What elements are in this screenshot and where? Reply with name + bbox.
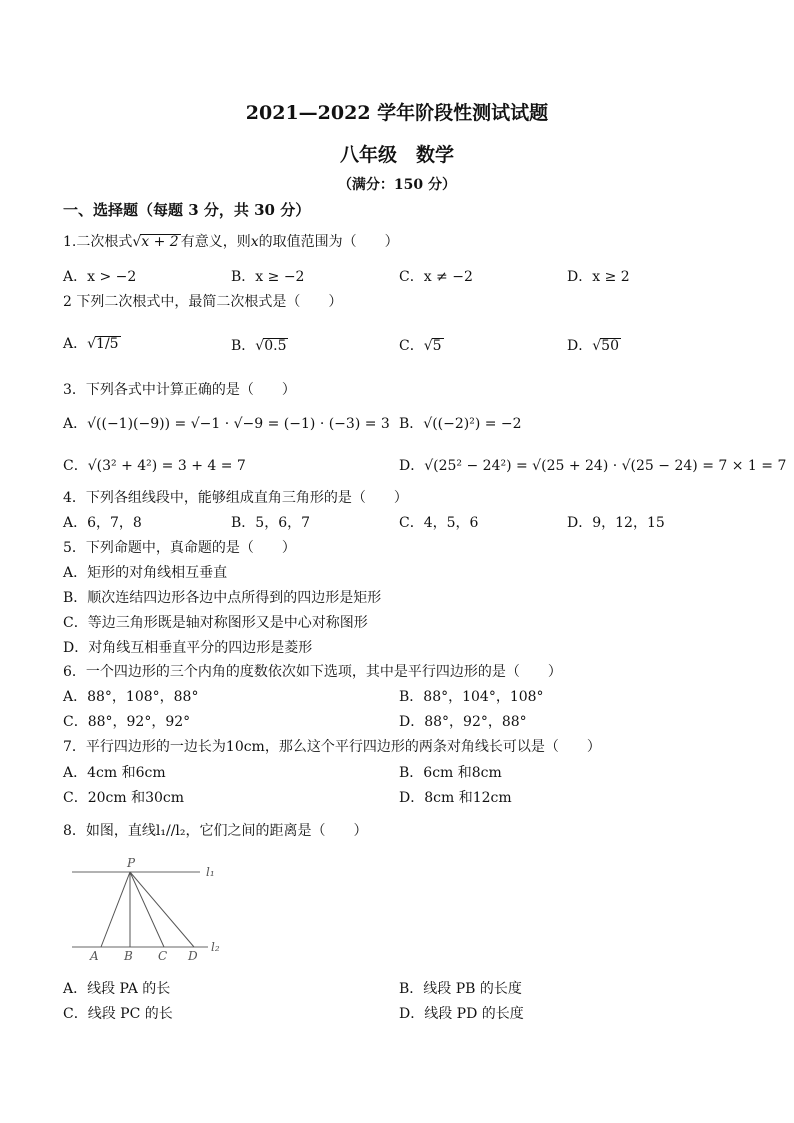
question-6-option-d[interactable]: D．88°，92°，88° — [399, 714, 527, 730]
label-l2: l₂ — [211, 940, 220, 954]
question-4-option-c[interactable]: C．4，5，6 — [399, 515, 479, 531]
question-5-option-c[interactable]: C．等边三角形既是轴对称图形又是中心对称图形 — [63, 615, 368, 631]
question-2-option-a[interactable]: A．√1/5 — [63, 336, 119, 352]
question-6-option-b[interactable]: B．88°，104°，108° — [399, 689, 544, 705]
segment-pd — [130, 872, 194, 947]
question-1-option-b[interactable]: B．x ≥ −2 — [231, 269, 305, 285]
question-4-option-d[interactable]: D．9，12，15 — [567, 515, 665, 531]
segment-pc — [130, 872, 164, 947]
question-1-option-d[interactable]: D．x ≥ 2 — [567, 269, 630, 285]
label-a: A — [90, 949, 99, 963]
question-5-option-b[interactable]: B．顺次连结四边形各边中点所得到的四边形是矩形 — [63, 590, 382, 606]
question-4-option-a[interactable]: A．6，7，8 — [63, 515, 142, 531]
question-1-option-a[interactable]: A．x > −2 — [63, 269, 137, 285]
question-1-stem: 1.二次根式√x + 2 有意义，则x的取值范围为（ ） — [63, 234, 399, 250]
full-score: （满分：150 分） — [337, 177, 457, 193]
question-7-option-a[interactable]: A．4cm 和6cm — [63, 765, 166, 781]
question-2-option-c[interactable]: C．√5 — [399, 338, 442, 354]
question-6-stem: 6．一个四边形的三个内角的度数依次如下选项，其中是平行四边形的是（ ） — [63, 664, 562, 680]
question-4-option-b[interactable]: B．5，6，7 — [231, 515, 311, 531]
question-6-option-c[interactable]: C．88°，92°，92° — [63, 714, 191, 730]
question-7-option-c[interactable]: C．20cm 和30cm — [63, 790, 185, 806]
question-5-stem: 5．下列命题中，真命题的是（ ） — [63, 540, 296, 556]
label-d: D — [188, 949, 198, 963]
question-3-option-a[interactable]: A．√((−1)(−9)) = √−1 · √−9 = (−1) · (−3) = 3 — [63, 416, 390, 432]
question-8-option-d[interactable]: D．线段 PD 的长度 — [399, 1006, 524, 1022]
page-title: 2021—2022 学年阶段性测试试题 — [245, 102, 549, 124]
question-5-option-d[interactable]: D．对角线互相垂直平分的四边形是菱形 — [63, 640, 313, 656]
question-8-option-a[interactable]: A．线段 PA 的长 — [63, 981, 171, 997]
question-3-option-b[interactable]: B．√((−2)²) = −2 — [399, 416, 522, 432]
question-5-option-a[interactable]: A．矩形的对角线相互垂直 — [63, 565, 228, 581]
question-2-stem: 2 下列二次根式中，最简二次根式是（ ） — [63, 294, 343, 310]
label-c: C — [158, 949, 168, 963]
question-7-stem: 7．平行四边形的一边长为10cm，那么这个平行四边形的两条对角线长可以是（ ） — [63, 739, 601, 755]
question-2-option-b[interactable]: B．√0.5 — [231, 338, 287, 354]
label-p: P — [127, 856, 136, 870]
question-6-option-a[interactable]: A．88°，108°，88° — [63, 689, 199, 705]
parallel-lines-figure — [68, 855, 228, 965]
question-3-option-c[interactable]: C．√(3² + 4²) = 3 + 4 = 7 — [63, 458, 246, 474]
question-3-option-d[interactable]: D．√(25² − 24²) = √(25 + 24) · √(25 − 24) = 7 × 1 = 7 — [399, 458, 787, 474]
question-2-option-d[interactable]: D．√50 — [567, 338, 619, 354]
question-7-option-b[interactable]: B．6cm 和8cm — [399, 765, 502, 781]
section-heading: 一、选择题（每题 3 分，共 30 分） — [63, 201, 311, 219]
label-l1: l₁ — [206, 865, 215, 879]
question-1-option-c[interactable]: C．x ≠ −2 — [399, 269, 473, 285]
question-3-stem: 3．下列各式中计算正确的是（ ） — [63, 382, 296, 398]
page-subtitle: 八年级 数学 — [339, 144, 454, 166]
question-8-stem: 8．如图，直线l₁//l₂，它们之间的距离是（ ） — [63, 823, 368, 839]
segment-pa — [101, 872, 130, 947]
question-8-option-b[interactable]: B．线段 PB 的长度 — [399, 981, 522, 997]
question-7-option-d[interactable]: D．8cm 和12cm — [399, 790, 512, 806]
question-4-stem: 4．下列各组线段中，能够组成直角三角形的是（ ） — [63, 490, 408, 506]
question-8-option-c[interactable]: C．线段 PC 的长 — [63, 1006, 173, 1022]
label-b: B — [124, 949, 133, 963]
